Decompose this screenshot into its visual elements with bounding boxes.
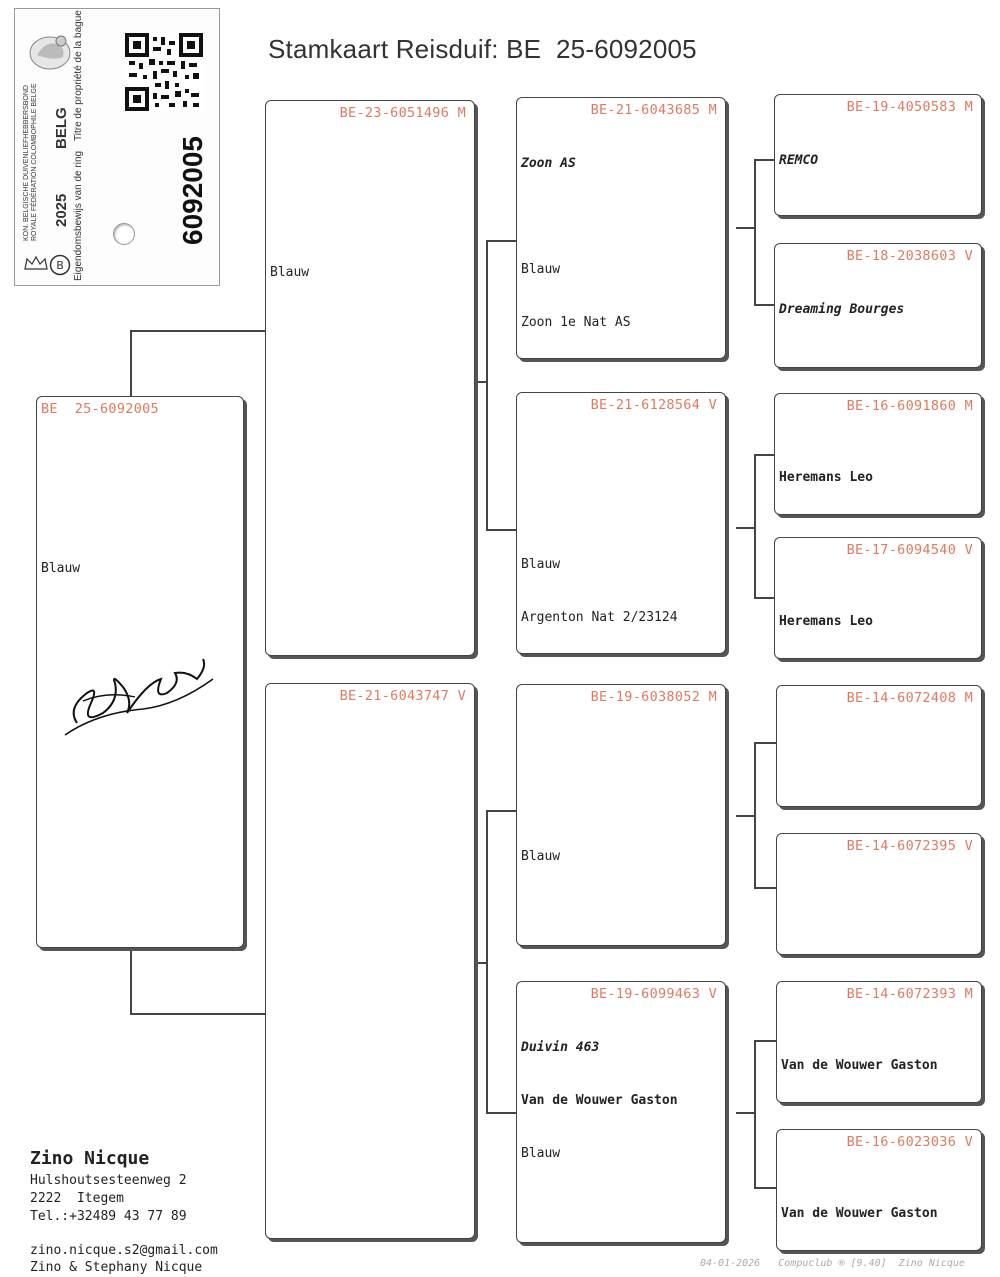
dd-sire-details <box>781 1022 977 1103</box>
ds-dam-ring-number: BE-14-6072395 V <box>846 838 973 854</box>
print-footnote: 04-01-2026 Compuclub ® [9.40] Zino Nicque <box>700 1258 965 1269</box>
detail-line <box>781 891 977 909</box>
connector <box>486 1112 518 1114</box>
detail-line <box>521 742 721 760</box>
ss-dam-ring-number: BE-18-2038603 V <box>846 248 973 264</box>
sd-sire-details <box>779 434 977 515</box>
ring-number: 6092005 <box>177 135 208 245</box>
dam-dam-details <box>521 1004 721 1198</box>
dd-dam-details <box>781 1170 977 1251</box>
connector <box>754 1040 776 1042</box>
sd-dam-card <box>774 537 982 659</box>
connector <box>754 304 776 306</box>
pigeon-name: Dreaming Bourges <box>779 302 905 318</box>
ring-year: 2025 <box>53 193 70 227</box>
detail-line <box>521 503 721 521</box>
ring-punch-hole <box>113 223 135 245</box>
breeder-name: Van de Wouwer Gaston <box>781 1058 938 1074</box>
sire-sire-details <box>521 120 721 359</box>
detail-line <box>781 796 977 807</box>
breeder-name: Heremans Leo <box>779 614 873 630</box>
detail-line <box>521 795 721 813</box>
ds-sire-ring-number: BE-14-6072408 M <box>846 690 973 706</box>
sire-sire-card <box>516 97 726 359</box>
connector <box>130 330 268 332</box>
qr-code-icon <box>125 33 203 111</box>
sire-dam-details <box>521 415 721 654</box>
owner-street: Hulshoutsesteenweg 2 <box>30 1173 187 1188</box>
connector <box>754 597 776 599</box>
connector <box>486 810 518 812</box>
federation-logo-icon <box>49 254 71 276</box>
connector <box>130 330 132 398</box>
connector <box>486 240 488 530</box>
ownership-label-nl: Eigendomsbewijs van de ring <box>73 150 84 281</box>
signature-image <box>57 653 217 743</box>
dam-sire-card <box>516 684 726 946</box>
connector <box>754 159 756 305</box>
breeder-name: Van de Wouwer Gaston <box>781 1206 938 1222</box>
detail-line <box>270 158 470 176</box>
connector <box>754 742 776 744</box>
ds-sire-details <box>781 708 977 807</box>
connector <box>130 1013 268 1015</box>
sire-card <box>265 100 475 656</box>
subject-pigeon-card <box>36 396 244 948</box>
detail-line <box>779 205 977 216</box>
connector <box>754 454 756 598</box>
ss-sire-ring-number: BE-19-4050583 M <box>846 99 973 115</box>
detail-line: Argenton Nat 2/23124 <box>521 609 678 625</box>
pigeon-name: Zoon AS <box>521 156 576 172</box>
connector <box>736 815 754 817</box>
owner-name: Zino Nicque <box>30 1148 150 1169</box>
pigeon-name: REMCO <box>779 153 819 169</box>
sire-sire-ring-number: BE-21-6043685 M <box>590 102 717 118</box>
ring-country: BELG <box>53 107 70 149</box>
sd-sire-card <box>774 393 982 515</box>
crown-logo-icon <box>23 254 49 272</box>
breeder-name: Van de Wouwer Gaston <box>521 1092 678 1108</box>
ownership-label-fr: Titre de propriété de la bague <box>73 10 84 141</box>
connector <box>130 946 132 1014</box>
owner-names: Zino & Stephany Nicque <box>30 1260 203 1275</box>
owner-phone: Tel.:+32489 43 77 89 <box>30 1209 187 1224</box>
detail-line <box>779 354 977 368</box>
dd-dam-ring-number: BE-16-6023036 V <box>846 1134 973 1150</box>
detail-line: Blauw <box>521 848 561 864</box>
ss-sire-details <box>779 117 977 216</box>
connector <box>754 454 776 456</box>
connector <box>736 1112 754 1114</box>
dam-card <box>265 683 475 1239</box>
ds-sire-card <box>776 685 982 807</box>
detail-line: Blauw <box>270 264 310 280</box>
pigeon-name: Duivin 463 <box>521 1040 600 1056</box>
dd-sire-ring-number: BE-14-6072393 M <box>846 986 973 1002</box>
sd-dam-ring-number: BE-17-6094540 V <box>846 542 973 558</box>
dam-ring-number: BE-21-6043747 V <box>339 688 466 704</box>
connector <box>754 1187 776 1189</box>
connector <box>486 529 518 531</box>
sire-details <box>270 123 470 317</box>
detail-line <box>521 450 721 468</box>
page-title: Stamkaart Reisduif: BE 25-6092005 <box>268 34 697 64</box>
connector <box>736 527 754 529</box>
sd-sire-ring-number: BE-16-6091860 M <box>846 398 973 414</box>
sire-dam-card <box>516 392 726 654</box>
connector <box>486 810 488 1113</box>
detail-line <box>781 944 977 955</box>
sire-dam-ring-number: BE-21-6128564 V <box>590 397 717 413</box>
owner-city: 2222 Itegem <box>30 1191 124 1206</box>
detail-line <box>41 507 239 525</box>
subject-ring-number: BE 25-6092005 <box>41 401 159 417</box>
detail-line: Blauw <box>521 556 561 572</box>
detail-line <box>781 743 977 761</box>
svg-text:B: B <box>56 259 64 272</box>
sd-dam-details <box>779 578 977 659</box>
connector <box>754 887 776 889</box>
detail-line: Blauw <box>521 1145 561 1161</box>
dam-dam-card <box>516 981 726 1243</box>
connector <box>486 240 518 242</box>
connector <box>754 742 756 888</box>
ds-dam-card <box>776 833 982 955</box>
dam-dam-ring-number: BE-19-6099463 V <box>590 986 717 1002</box>
connector <box>736 227 754 229</box>
detail-line: Zoon 1e Nat AS <box>521 314 631 330</box>
connector <box>754 1040 756 1188</box>
dd-sire-card <box>776 981 982 1103</box>
ss-dam-details <box>779 266 977 368</box>
detail-line: Blauw <box>521 261 561 277</box>
connector <box>754 159 776 161</box>
ds-dam-details <box>781 856 977 955</box>
subject-details <box>41 419 239 613</box>
dd-dam-card <box>776 1129 982 1251</box>
dam-sire-ring-number: BE-19-6038052 M <box>590 689 717 705</box>
sire-ring-number: BE-23-6051496 M <box>339 105 466 121</box>
owner-email: zino.nicque.s2@gmail.com <box>30 1243 218 1258</box>
federation-name-fr: ROYALE FÉDÉRATION COLOMBOPHILE BELGE <box>31 83 38 241</box>
detail-line <box>270 211 470 229</box>
breeder-name: Heremans Leo <box>779 470 873 486</box>
pigeon-hologram-icon <box>25 27 75 75</box>
federation-name-nl: KON. BELGISCHE DUIVENLIEFHEBBERSBOND <box>23 85 30 241</box>
detail-line <box>41 454 239 472</box>
detail-line <box>521 208 721 226</box>
dam-sire-details <box>521 707 721 901</box>
detail-line: Blauw <box>41 560 81 576</box>
ss-sire-card <box>774 94 982 216</box>
ss-dam-card <box>774 243 982 368</box>
ring-ownership-card <box>14 8 220 286</box>
